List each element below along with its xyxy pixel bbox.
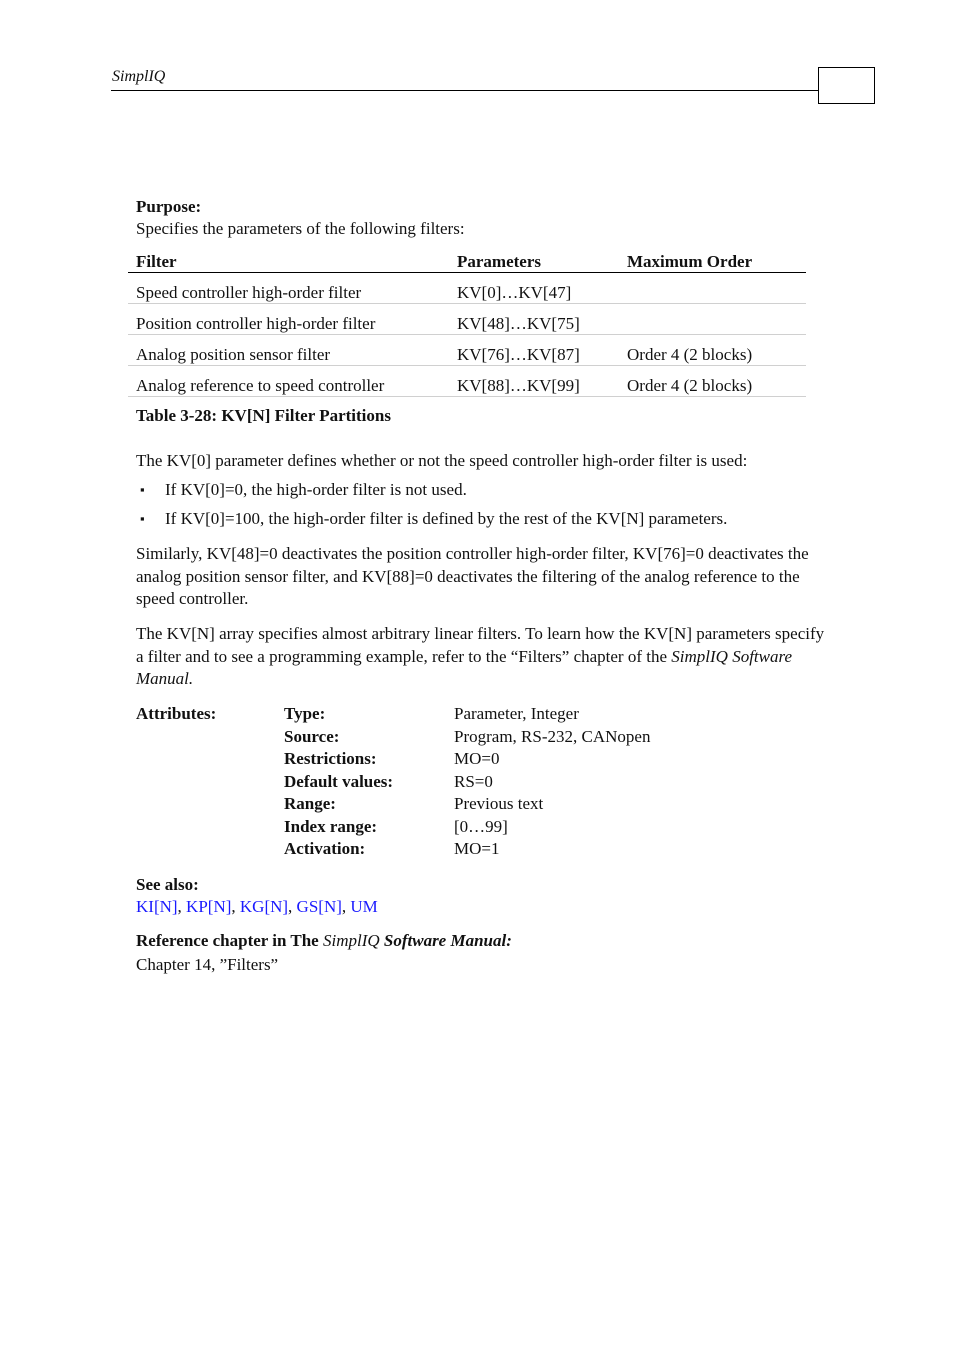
cell-parameters: KV[76]…KV[87]: [457, 345, 580, 364]
bullet-marker: ▪: [140, 511, 145, 526]
reference-prefix: Reference chapter in The: [136, 931, 323, 950]
header-brand: SimplIQ: [112, 68, 166, 85]
table-row: [128, 335, 806, 366]
cell-max-order: Order 4 (2 blocks): [627, 376, 753, 395]
deactivation-paragraph: Similarly, KV[48]=0 deactivates the position controller high-order filter, KV[76]=0 deactivates the analog position sensor filter, and KV[88]=0 deactivates the filtering of the analog reference to the speed controller.: [136, 544, 809, 608]
kv-array-paragraph: [136, 623, 826, 691]
manual-title: SimplIQ Software Manual.: [136, 646, 793, 688]
link-separator: ,: [177, 897, 187, 916]
table-header-row: [128, 250, 806, 273]
link-um[interactable]: UM: [350, 897, 378, 916]
link-ki[interactable]: KI[N]: [136, 897, 178, 916]
attr-key-restrictions: Restrictions:: [284, 749, 377, 768]
header-rule: [111, 90, 818, 91]
purpose-label: Purpose:: [136, 197, 202, 216]
link-kg[interactable]: KG[N]: [239, 897, 289, 916]
link-separator: ,: [231, 897, 240, 916]
table-caption: Table 3-28: KV[N] Filter Partitions: [136, 406, 391, 425]
attr-key-default-values: Default values:: [284, 772, 394, 791]
reference-suffix: Software Manual:: [379, 931, 512, 950]
attr-value-type: Parameter, Integer: [454, 704, 579, 723]
cell-filter: Position controller high-order filter: [136, 314, 376, 333]
attr-value-default-values: RS=0: [454, 772, 493, 791]
cell-parameters: KV[88]…KV[99]: [457, 376, 580, 395]
table-row: [128, 366, 806, 397]
attr-key-type: Type:: [284, 704, 326, 723]
purpose-text: Specifies the parameters of the following filters:: [136, 219, 465, 238]
filter-table: [128, 250, 806, 397]
bullet-item: If KV[0]=100, the high-order filter is defined by the rest of the KV[N] parameters.: [165, 509, 728, 528]
reference-chapter: Chapter 14, ”Filters”: [136, 955, 279, 974]
cell-filter: Analog position sensor filter: [136, 345, 331, 364]
attr-value-restrictions: MO=0: [454, 749, 500, 768]
attr-value-source: Program, RS-232, CANopen: [454, 727, 651, 746]
header-parameters: Parameters: [457, 252, 542, 271]
see-also-label: See also:: [136, 875, 199, 894]
attr-value-range: Previous text: [454, 794, 544, 813]
link-separator: ,: [288, 897, 297, 916]
reference-brand: SimplIQ: [322, 931, 380, 950]
cell-parameters: KV[48]…KV[75]: [457, 314, 580, 333]
bullet-marker: ▪: [140, 482, 145, 497]
cell-filter: Analog reference to speed controller: [136, 376, 385, 395]
cell-max-order: Order 4 (2 blocks): [627, 345, 753, 364]
bullet-item: If KV[0]=0, the high-order filter is not used.: [165, 480, 467, 499]
link-kp[interactable]: KP[N]: [186, 897, 232, 916]
attr-value-activation: MO=1: [454, 839, 500, 858]
attr-key-range: Range:: [284, 794, 336, 813]
table-row: [128, 273, 806, 304]
attributes-label: Attributes:: [136, 704, 217, 723]
attr-key-source: Source:: [284, 727, 340, 746]
attr-value-index-range: [0…99]: [454, 817, 508, 836]
attr-key-activation: Activation:: [284, 839, 366, 858]
see-also-links: [136, 897, 378, 917]
link-gs[interactable]: GS[N]: [296, 897, 342, 916]
cell-filter: Speed controller high-order filter: [136, 283, 362, 302]
attr-key-index-range: Index range:: [284, 817, 378, 836]
reference-label: [136, 931, 512, 951]
header-max-order: Maximum Order: [627, 252, 753, 271]
intro-paragraph: The KV[0] parameter defines whether or not the speed controller high-order filter is used:: [136, 451, 748, 470]
kv-array-text: The KV[N] array specifies almost arbitrary linear filters. To learn how the KV[N] parameters specify a filter and to see a programming example, refer to the “Filters” chapter of the: [136, 624, 825, 666]
page-number-box: [818, 67, 875, 104]
header-filter: Filter: [136, 252, 177, 271]
table-row: [128, 304, 806, 335]
cell-parameters: KV[0]…KV[47]: [457, 283, 572, 302]
link-separator: ,: [341, 897, 351, 916]
